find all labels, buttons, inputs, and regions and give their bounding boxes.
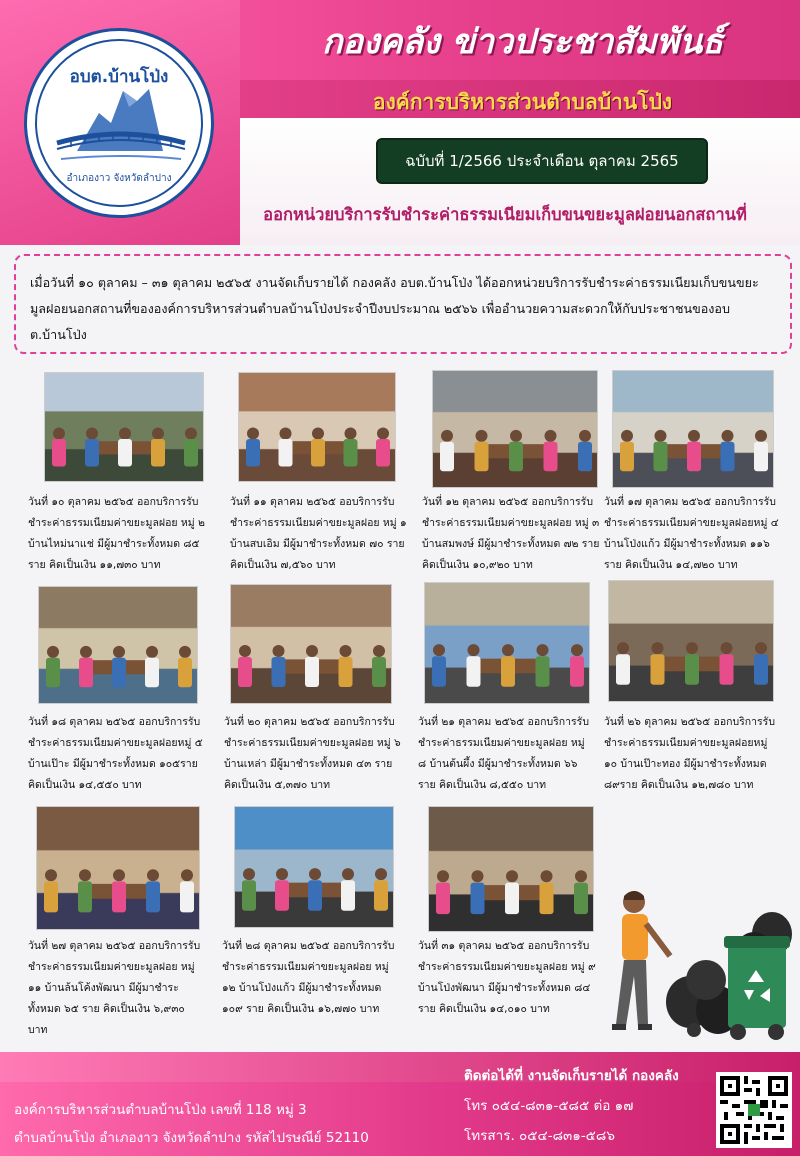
- photo-caption: วันที่ ๑๑ ตุลาคม ๒๕๖๕ ออบริการรับชำระค่าธรรมเนียมค่าขยะมูลฝอย หมู่ ๑ บ้านสบเอิม มีผู้มาชำระทั้งหมด ๗๐ ราย คิดเป็นเงิน ๗,๕๖๐ บาท: [230, 496, 407, 571]
- photo-scene: [235, 807, 394, 928]
- event-photo: [428, 806, 594, 932]
- event-photo: [44, 372, 204, 482]
- event-photo: [38, 586, 198, 704]
- footer-fax: โทรสาร. ๐๕๔-๘๓๑-๕๘๖: [464, 1128, 615, 1144]
- photo-caption: วันที่ ๑๘ ตุลาคม ๒๕๖๕ ออกบริการรับชำระค่าธรรมเนียมค่าขยะมูลฝอยหมู่ ๕ บ้านเป๊าะ มีผู้มาชำระทั้งหมด ๑๐๕ราย คิดเป็นเงิน ๑๔,๕๕๐ บาท: [28, 716, 203, 791]
- photo-scene: [613, 371, 774, 488]
- photo-scene: [429, 807, 594, 932]
- org-name: องค์การบริหารส่วนตำบลบ้านโป่ง: [372, 90, 673, 114]
- photo-caption: วันที่ ๑๐ ตุลาคม ๒๕๖๕ ออกบริการรับชำระค่าธรรมเนียมค่าขยะมูลฝอย หมู่ ๒ บ้านไหม่นาแช่ มีผู้มาชำระทั้งหมด ๘๕ ราย คิดเป็นเงิน ๑๑,๗๓๐ บาท: [28, 496, 205, 571]
- org-logo: [24, 28, 214, 218]
- photo-scene: [433, 371, 598, 488]
- photo-scene: [45, 373, 204, 482]
- photo-scene: [231, 585, 392, 704]
- logo-top-text: อบต.บ้านโป่ง: [69, 67, 169, 87]
- footer-band: [0, 1052, 800, 1082]
- intro-paragraph: เมื่อวันที่ ๑๐ ตุลาคม – ๓๑ ตุลาคม ๒๕๖๕ งานจัดเก็บรายได้ กองคลัง อบต.บ้านโป่ง ได้ออกหน่วยบริการรับชำระค่าธรรมเนียมเก็บขนขยะมูลฝอยนอกสถานที่ขององค์การบริหารส่วนตำบลบ้านโป่งประจำปีงบประมาณ ๒๕๖๖ เพื่ออำนวยความสะดวกให้กับประชาชนของอบต.บ้านโป่ง: [14, 254, 792, 354]
- photo-caption: วันที่ ๒๗ ตุลาคม ๒๕๖๕ ออกบริการรับชำระค่าธรรมเนียมค่าขยะมูลฝอย หมู่ ๑๑ บ้านล้นโค้งพัฒนา มีผู้มาชำระทั้งหมด ๖๕ ราย คิดเป็นเงิน ๖,๙๓๐ บาท: [28, 940, 201, 1036]
- photo-caption: วันที่ ๒๖ ตุลาคม ๒๕๖๕ ออกบริการรับชำระค่าธรรมเนียมค่าขยะมูลฝอยหมู่ ๑๐ บ้านเป๊าะทอง มีผู้มาชำระทั้งหมด ๘๙ราย คิดเป็นเงิน ๑๒,๗๘๐ บาท: [604, 716, 775, 791]
- event-photo: [432, 370, 598, 488]
- photo-caption: วันที่ ๒๘ ตุลาคม ๒๕๖๕ ออกบริการรับชำระค่าธรรมเนียมค่าขยะมูลฝอย หมู่ ๑๒ บ้านโป่งแก้ว มีผู้มาชำระทั้งหมด ๑๐๙ ราย คิดเป็นเงิน ๑๖,๗๗๐ บาท: [222, 940, 395, 1015]
- qr-code-icon: [720, 1076, 788, 1144]
- event-photo: [238, 372, 396, 482]
- qr-code[interactable]: [716, 1072, 792, 1148]
- photo-scene: [609, 581, 774, 702]
- photo-caption: วันที่ ๒๐ ตุลาคม ๒๕๖๕ ออกบริการรับชำระค่าธรรมเนียมค่าขยะมูลฝอย หมู่ ๖ บ้านเหล่า มีผู้มาชำระทั้งหมด ๔๓ ราย คิดเป็นเงิน ๕,๓๗๐ บาท: [224, 716, 401, 791]
- event-photo: [230, 584, 392, 704]
- photo-scene: [239, 373, 396, 482]
- page-title: กองคลัง ข่าวประชาสัมพันธ์: [322, 22, 723, 62]
- event-photo: [424, 582, 590, 704]
- event-photo: [234, 806, 394, 928]
- photo-caption: วันที่ ๒๑ ตุลาคม ๒๕๖๕ ออกบริการรับชำระค่าธรรมเนียมค่าขยะมูลฝอย หมู่ ๘ บ้านต้นผึ้ง มีผู้มาชำระทั้งหมด ๖๖ ราย คิดเป็นเงิน ๘,๕๕๐ บาท: [418, 716, 589, 791]
- footer-phone: โทร ๐๕๔-๘๓๑-๕๘๕ ต่อ ๑๗: [464, 1098, 634, 1114]
- photo-scene: [425, 583, 590, 704]
- footer-address-line1: องค์การบริหารส่วนตำบลบ้านโป่ง เลขที่ 118 หมู่ 3: [14, 1102, 307, 1118]
- logo-bottom-text: อำเภองาว จังหวัดลำปาง: [66, 173, 172, 184]
- photo-caption: วันที่ ๑๗ ตุลาคม ๒๕๖๕ ออกบริการรับชำระค่าธรรมเนียมค่าขยะมูลฝอยหมู่ ๔ บ้านโป่งแก้ว มีผู้มาชำระทั้งหมด ๑๑๖ ราย คิดเป็นเงิน ๑๔,๗๒๐ บาท: [604, 496, 779, 571]
- photo-caption: วันที่ ๑๒ ตุลาคม ๒๕๖๕ ออกบริการรับชำระค่าธรรมเนียมค่าขยะมูลฝอย หมู่ ๓ บ้านสมพงษ์ มีผู้มาชำระทั้งหมด ๗๒ ราย คิดเป็นเงิน ๑๐,๙๒๐ บาท: [422, 496, 600, 571]
- footer-address-line2: ตำบลบ้านโป่ง อำเภองาว จังหวัดลำปาง รหัสไปรษณีย์ 52110: [14, 1130, 369, 1146]
- event-photo: [36, 806, 200, 930]
- photo-scene: [39, 587, 198, 704]
- headline: ออกหน่วยบริการรับชำระค่าธรรมเนียมเก็บขนขยะมูลฝอยนอกสถานที่: [263, 205, 747, 224]
- footer-contact-title: ติดต่อได้ที่ งานจัดเก็บรายได้ กองคลัง: [464, 1068, 679, 1084]
- event-photo: [608, 580, 774, 702]
- photo-scene: [37, 807, 200, 930]
- photo-caption: วันที่ ๓๑ ตุลาคม ๒๕๖๕ ออกบริการรับชำระค่าธรรมเนียมค่าขยะมูลฝอย หมู่ ๙ บ้านโป่งพัฒนา มีผู้มาชำระทั้งหมด ๘๔ ราย คิดเป็นเงิน ๑๔,๐๑๐ บาท: [418, 940, 596, 1015]
- issue-badge: ฉบับที่ 1/2566 ประจำเดือน ตุลาคม 2565: [376, 138, 708, 184]
- event-photo: [612, 370, 774, 488]
- garbage-collector-illustration: [586, 884, 796, 1052]
